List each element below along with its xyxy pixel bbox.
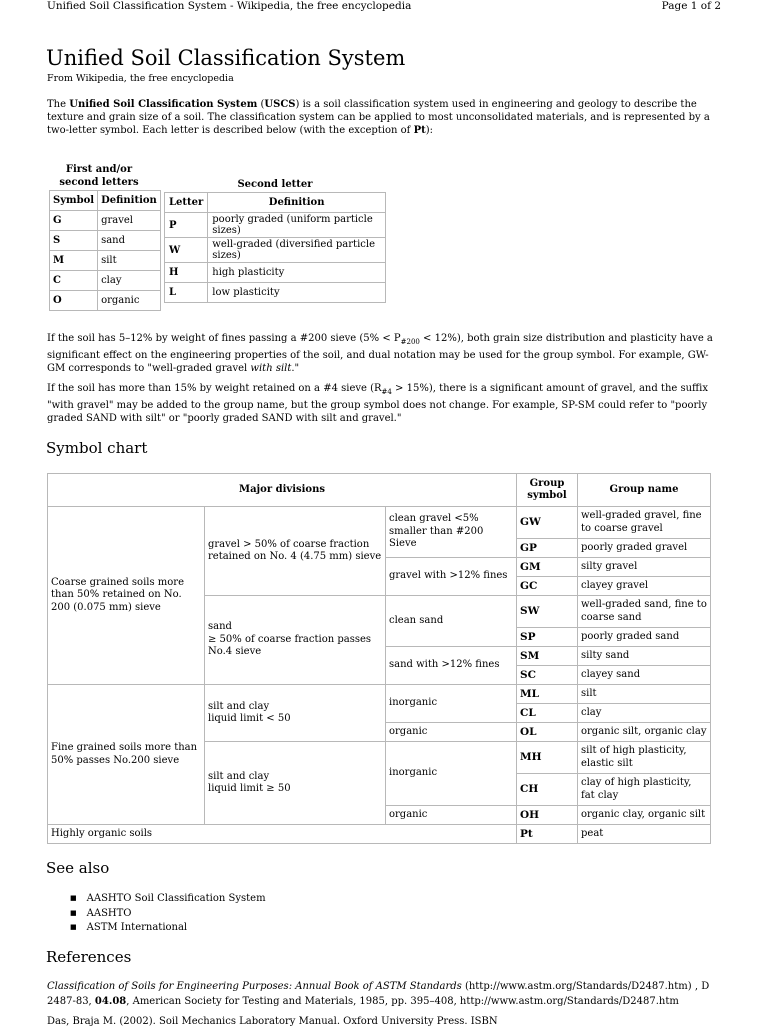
group-name-cell: silty sand [578,647,711,666]
page-header [47,0,721,14]
symbol-chart-table [47,473,711,844]
second-letter-caption: Second letter [237,179,313,190]
group-symbol-cell: GC [517,577,578,596]
table-row [50,231,161,251]
group-symbol-cell: ML [517,685,578,704]
definition-cell: clay [98,271,161,291]
definition-cell: organic [98,291,161,311]
symbol-cell: C [50,271,98,291]
table-row [165,263,386,283]
fines-paragraph: If the soil has 5–12% by weight of fines passing a #200 sieve $(5\% < P_{\#200} < 12\%)$, both grain size distribution and plasticity have a significant effect on the engineering properties of the soil, and dual notation may be used for the group symbol. For example, GW-GM corresponds to "well-graded gravel with silt." [47,333,713,374]
page-title: Unified Soil Classification System [46,46,406,70]
group-name-cell: poorly graded gravel [578,539,711,558]
definition-cell: poorly graded (uniform particle sizes) [208,213,386,238]
group-symbol-cell: SW [517,596,578,628]
group-symbol-cell: Pt [517,825,578,844]
silt-clay-low-cell: silt and clay liquid limit < 50 [205,685,386,742]
symbol-chart-heading: Symbol chart [46,439,148,457]
group-symbol-cell: GW [517,507,578,539]
letter-cell: H [165,263,208,283]
table-row [50,291,161,311]
group-name-cell: clay of high plasticity, fat clay [578,774,711,806]
highly-organic-cell: Highly organic soils [48,825,517,844]
group-symbol-cell: MH [517,742,578,774]
group-name-cell: well-graded sand, fine to coarse sand [578,596,711,628]
definition-cell: well-graded (diversified particle sizes) [208,238,386,263]
definition-cell: sand [98,231,161,251]
table-row [48,507,711,539]
letter-cell: P [165,213,208,238]
see-also-list [70,892,266,936]
gravel-paragraph: If the soil has more than 15% by weight retained on a #4 sieve $(R_{\#4} > 15\%)$, there is a significant amount of gravel, and the suffix "with gravel" may be added to the group name, but the group symbol does not change. For example, SP-SM could refer to "poorly graded SAND with silt" or "poorly graded SAND with silt and gravel." [47,383,709,424]
group-name-cell: clayey sand [578,666,711,685]
symbol-cell: G [50,211,98,231]
see-also-link[interactable]: ■ ASTM International [70,921,266,936]
group-symbol-cell: OL [517,723,578,742]
reference-link[interactable]: (http://www.astm.org/Standards/D2487.htm) , D 2487-83, [47,981,710,1007]
group-name-cell: peat [578,825,711,844]
page-subtitle: From Wikipedia, the free encyclopedia [47,73,234,84]
symbol-cell: O [50,291,98,311]
sand-fines-cell: sand with >12% fines [386,647,517,685]
group-symbol-cell: GP [517,539,578,558]
column-header: Letter [165,193,208,213]
group-name-cell: clay [578,704,711,723]
table-row [165,238,386,263]
table-row [50,271,161,291]
first-letters-caption: First and/or second letters [59,164,139,188]
column-header: Group name [578,474,711,507]
header-page-indicator: Page 1 of 2 [661,0,721,12]
definition-cell: gravel [98,211,161,231]
group-symbol-cell: SM [517,647,578,666]
group-symbol-cell: GM [517,558,578,577]
see-also-heading: See also [46,859,110,877]
organic-cell: organic [386,806,517,825]
column-header: Symbol [50,191,98,211]
group-symbol-cell: CH [517,774,578,806]
see-also-link[interactable]: ■ AASHTO [70,907,266,922]
coarse-grained-cell: Coarse grained soils more than 50% retained on No. 200 (0.075 mm) sieve [48,507,205,685]
group-name-cell: silty gravel [578,558,711,577]
group-name-cell: silt [578,685,711,704]
table-row [48,825,711,844]
table-row [50,211,161,231]
symbol-cell: S [50,231,98,251]
letter-cell: L [165,283,208,303]
table-row [165,213,386,238]
group-name-cell: clayey gravel [578,577,711,596]
group-symbol-cell: OH [517,806,578,825]
table-row [50,251,161,271]
group-name-cell: well-graded gravel, fine to coarse gravel [578,507,711,539]
gravel-fines-cell: gravel with >12% fines [386,558,517,596]
group-name-cell: organic clay, organic silt [578,806,711,825]
first-letters-table [49,190,161,311]
clean-gravel-cell: clean gravel <5% smaller than #200 Sieve [386,507,517,558]
silt-clay-high-cell: silt and clay liquid limit ≥ 50 [205,742,386,825]
column-header: Definition [208,193,386,213]
definition-cell: low plasticity [208,283,386,303]
reference-entry: Classification of Soils for Engineering Purposes: Annual Book of ASTM Standards (http://www.astm.org/Standards/D2487.htm) , D 2487-83, 04.08, American Society for Testing and Materials, 1985, pp. 395–408, http://www.astm.org/Standards/D2487.htm [47,981,710,1007]
references-heading: References [46,948,132,966]
inorganic-cell: inorganic [386,742,517,806]
group-symbol-cell: SP [517,628,578,647]
intro-paragraph: The Unified Soil Classification System (USCS) is a soil classification system used in engineering and geology to describe the texture and grain size of a soil. The classification system can be applied to most unconsolidated materials, and is represented by a two-letter symbol. Each letter is described below (with the exception of Pt): [47,99,710,136]
column-header: Definition [98,191,161,211]
column-header: Group symbol [517,474,578,507]
group-symbol-cell: SC [517,666,578,685]
table-row [165,283,386,303]
inorganic-cell: inorganic [386,685,517,723]
header-doc-title: Unified Soil Classification System - Wikipedia, the free encyclopedia [47,0,412,12]
second-letter-table [164,192,386,303]
group-name-cell: silt of high plasticity, elastic silt [578,742,711,774]
organic-cell: organic [386,723,517,742]
reference-entry-partial: Das, Braja M. (2002). Soil Mechanics Laboratory Manual. Oxford University Press. ISBN [47,1016,498,1027]
sand-cell: sand ≥ 50% of coarse fraction passes No.4 sieve [205,596,386,685]
definition-cell: silt [98,251,161,271]
fine-grained-cell: Fine grained soils more than 50% passes No.200 sieve [48,685,205,825]
clean-sand-cell: clean sand [386,596,517,647]
table-row [48,685,711,704]
group-name-cell: poorly graded sand [578,628,711,647]
see-also-link[interactable]: ■ AASHTO Soil Classification System [70,892,266,907]
symbol-cell: M [50,251,98,271]
column-header: Major divisions [48,474,517,507]
definition-cell: high plasticity [208,263,386,283]
group-symbol-cell: CL [517,704,578,723]
gravel-cell: gravel > 50% of coarse fraction retained on No. 4 (4.75 mm) sieve [205,507,386,596]
group-name-cell: organic silt, organic clay [578,723,711,742]
letter-cell: W [165,238,208,263]
